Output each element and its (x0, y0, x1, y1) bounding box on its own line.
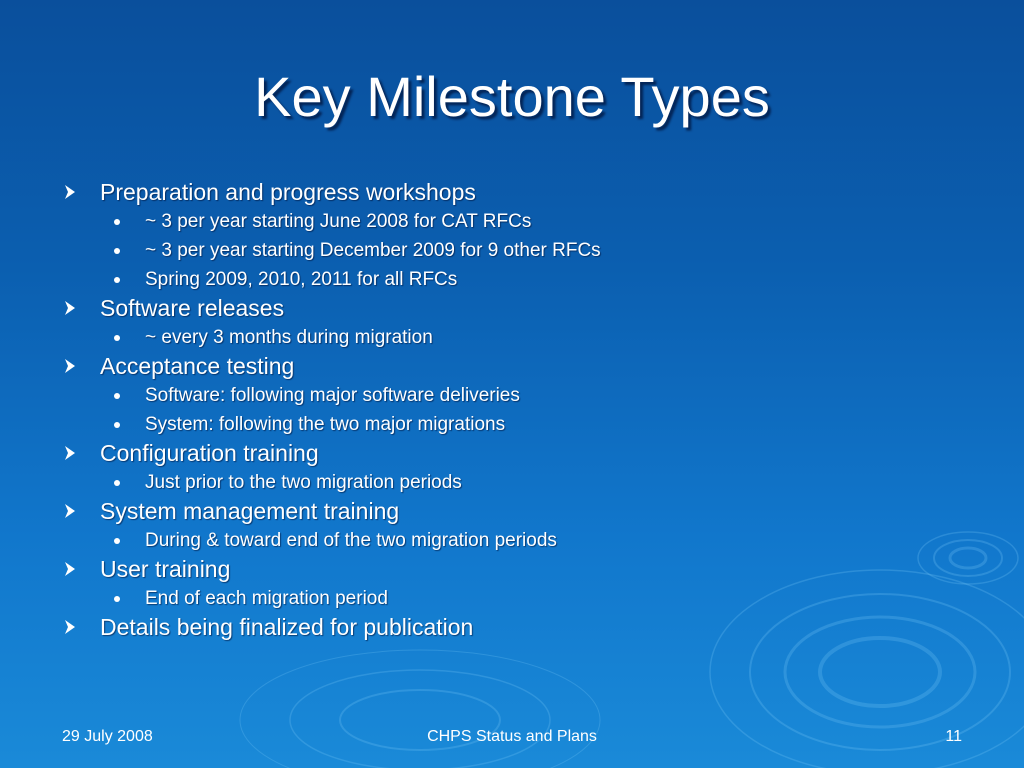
bullet-item (62, 613, 982, 642)
bullet-text: System management training (100, 498, 400, 524)
arrow-bullet-icon (62, 619, 78, 635)
sub-bullet-text: Spring 2009, 2010, 2011 for all RFCs (145, 269, 458, 290)
dot-bullet-icon (114, 219, 120, 225)
arrow-bullet-icon (62, 561, 78, 577)
sub-bullet-text: ~ every 3 months during migration (145, 327, 433, 348)
sub-bullet-text: End of each migration period (145, 588, 388, 609)
dot-bullet-icon (114, 596, 120, 602)
bullet-item (62, 439, 982, 468)
arrow-bullet-icon (62, 184, 78, 200)
dot-bullet-icon (114, 422, 120, 428)
sub-bullet-text: During & toward end of the two migration periods (145, 530, 557, 551)
bullet-text: Configuration training (100, 440, 319, 466)
arrow-bullet-icon (62, 503, 78, 519)
sub-bullet-text: System: following the two major migrations (145, 414, 506, 435)
sub-bullet-item (62, 265, 982, 294)
dot-bullet-icon (114, 480, 120, 486)
bullet-item (62, 352, 982, 381)
arrow-bullet-icon (62, 445, 78, 461)
sub-bullet-item (62, 468, 982, 497)
bullet-text: Details being finalized for publication (100, 614, 474, 640)
sub-bullet-item (62, 207, 982, 236)
sub-bullet-item (62, 410, 982, 439)
arrow-bullet-icon (62, 358, 78, 374)
dot-bullet-icon (114, 335, 120, 341)
sub-bullet-item (62, 236, 982, 265)
dot-bullet-icon (114, 538, 120, 544)
sub-bullet-text: ~ 3 per year starting June 2008 for CAT RFCs (145, 211, 532, 232)
slide-title: Key Milestone Types (254, 65, 770, 128)
sub-bullet-text: ~ 3 per year starting December 2009 for 9 other RFCs (145, 240, 601, 261)
sub-bullet-text: Software: following major software deliveries (145, 385, 520, 406)
footer-presentation-title: CHPS Status and Plans (427, 728, 597, 745)
sub-bullet-item (62, 584, 982, 613)
bullet-item (62, 555, 982, 584)
bullet-item (62, 294, 982, 323)
footer-page-number: 11 (945, 728, 962, 745)
arrow-bullet-icon (62, 300, 78, 316)
sub-bullet-item (62, 526, 982, 555)
bullet-text: User training (100, 556, 231, 582)
bullet-list (62, 178, 982, 642)
dot-bullet-icon (114, 248, 120, 254)
bullet-text: Software releases (100, 295, 285, 321)
bullet-item (62, 497, 982, 526)
bullet-item (62, 178, 982, 207)
sub-bullet-item (62, 323, 982, 352)
footer-date: 29 July 2008 (62, 728, 153, 745)
bullet-text: Preparation and progress workshops (100, 179, 476, 205)
sub-bullet-text: Just prior to the two migration periods (145, 472, 462, 493)
dot-bullet-icon (114, 277, 120, 283)
sub-bullet-item (62, 381, 982, 410)
dot-bullet-icon (114, 393, 120, 399)
bullet-text: Acceptance testing (100, 353, 295, 379)
